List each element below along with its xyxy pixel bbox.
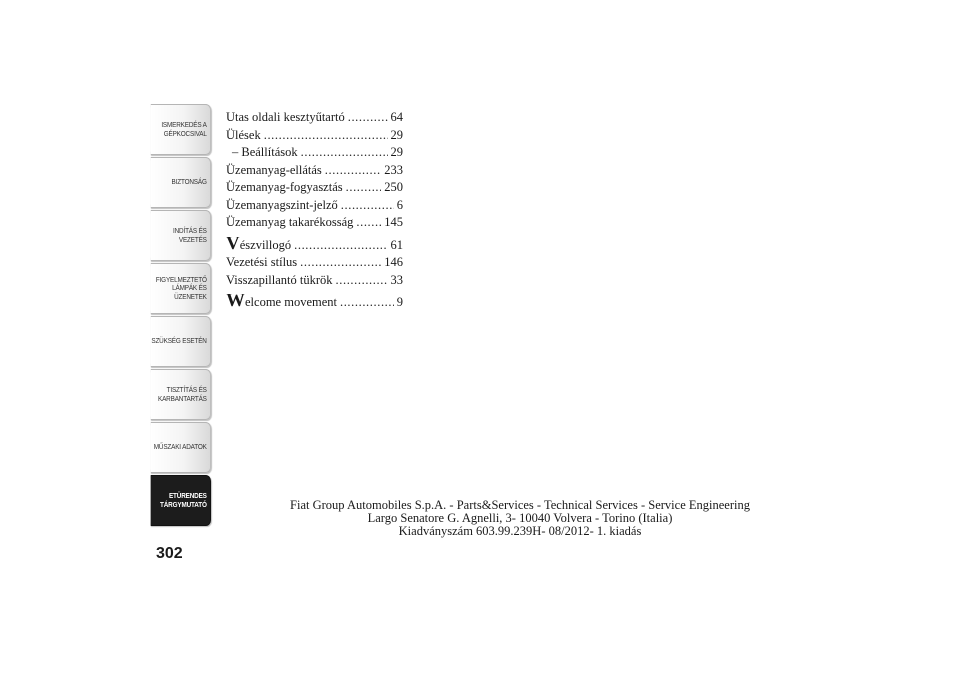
index-entry-label (226, 127, 261, 145)
section-initial: W (226, 294, 245, 311)
dot-leader (341, 197, 394, 215)
dot-leader (346, 179, 382, 197)
index-entry[interactable] (226, 109, 403, 127)
index-entry-text: Üzemanyag takarékosság (226, 215, 354, 229)
index-entry-text: Vezetési stílus (226, 255, 298, 269)
tab-biztonsag[interactable]: BIZTONSÁG (151, 157, 211, 208)
dot-leader (294, 237, 387, 255)
index-entry[interactable] (226, 272, 403, 290)
index-entry-text: – Beállítások (232, 145, 298, 159)
index-entry-page: 233 (384, 162, 403, 177)
index-entry[interactable] (226, 179, 403, 197)
dot-leader (340, 294, 394, 312)
index-entry-label (226, 144, 298, 162)
index-entry-page: 9 (396, 295, 403, 309)
index-entry[interactable] (226, 214, 403, 232)
tab-ismerkedes[interactable]: ISMERKEDÉS A GÉPKOCSIVAL (151, 104, 211, 155)
tab-figyelmezteto[interactable]: FIGYELMEZTETŐ LÁMPÁK ÉS ÜZENETEK (151, 263, 211, 314)
index-entry-page: 250 (384, 180, 403, 194)
index-entry-label (226, 179, 343, 197)
dot-leader (348, 109, 388, 127)
index-entry-text: Üzemanyag-ellátás (226, 162, 322, 177)
tab-tisztitas[interactable]: TISZTÍTÁS ÉS KARBANTARTÁS (151, 369, 211, 420)
index-entry-label (226, 254, 297, 272)
index-entry[interactable] (226, 162, 403, 180)
index-entry-page: 29 (390, 127, 403, 142)
index-entry-page: 146 (384, 255, 403, 269)
dot-leader (301, 144, 388, 162)
index-entry[interactable] (226, 254, 403, 272)
tab-muszaki[interactable]: MŰSZAKI ADATOK (151, 422, 211, 473)
index-entry-text: Ülések (226, 127, 261, 142)
imprint (270, 499, 770, 538)
index-entry-label (226, 214, 353, 232)
tab-inditas[interactable]: INDÍTÁS ÉS VEZETÉS (151, 210, 211, 261)
dot-leader (325, 162, 381, 180)
index-entry-page: 64 (390, 110, 403, 124)
index-entry-page: 61 (390, 237, 403, 252)
index-entry-label (226, 294, 337, 312)
imprint-line-2: Largo Senatore G. Agnelli, 3- 10040 Volvera - Torino (Italia) (367, 511, 673, 525)
index-entry-text: Üzemanyagszint-jelző (226, 197, 338, 212)
index-entry-text: Üzemanyag-fogyasztás (226, 180, 343, 194)
index-entry-label (226, 197, 338, 215)
imprint-line-3: Kiadványszám 603.99.239H- 08/2012- 1. kiadás (398, 524, 642, 538)
dot-leader (300, 254, 381, 272)
chapter-tabs (140, 104, 211, 528)
index-entry-label (226, 162, 322, 180)
page-number: 302 (156, 545, 183, 562)
tab-targymutato[interactable]: ETÜRENDES TÁRGYMUTATÓ (151, 475, 211, 526)
index-entry-label (226, 237, 291, 255)
index-entry-text: Visszapillantó tükrök (226, 272, 333, 287)
section-initial: V (226, 236, 240, 254)
index-entry-label (226, 109, 345, 127)
index-entry-text: elcome movement (245, 295, 337, 309)
index-entry-page: 33 (390, 272, 403, 287)
index-entry-page: 145 (384, 215, 403, 229)
index-list (226, 109, 403, 312)
dot-leader (336, 272, 388, 290)
imprint-line-1: Fiat Group Automobiles S.p.A. - Parts&Services - Technical Services - Service Engineering (290, 498, 750, 512)
index-entry-text: Utas oldali kesztyűtartó (226, 110, 345, 124)
index-entry-page: 29 (390, 145, 403, 159)
index-entry[interactable] (226, 197, 403, 215)
index-entry-label (226, 272, 333, 290)
tab-szukseg[interactable]: SZÜKSÉG ESETÉN (151, 316, 211, 367)
index-entry[interactable] (226, 237, 403, 255)
index-entry[interactable] (226, 127, 403, 145)
dot-leader (356, 214, 381, 232)
dot-leader (264, 127, 388, 145)
index-entry-text: észvillogó (239, 237, 292, 252)
index-entry[interactable] (226, 144, 403, 162)
index-entry[interactable] (226, 294, 403, 312)
index-entry-page: 6 (396, 197, 403, 212)
